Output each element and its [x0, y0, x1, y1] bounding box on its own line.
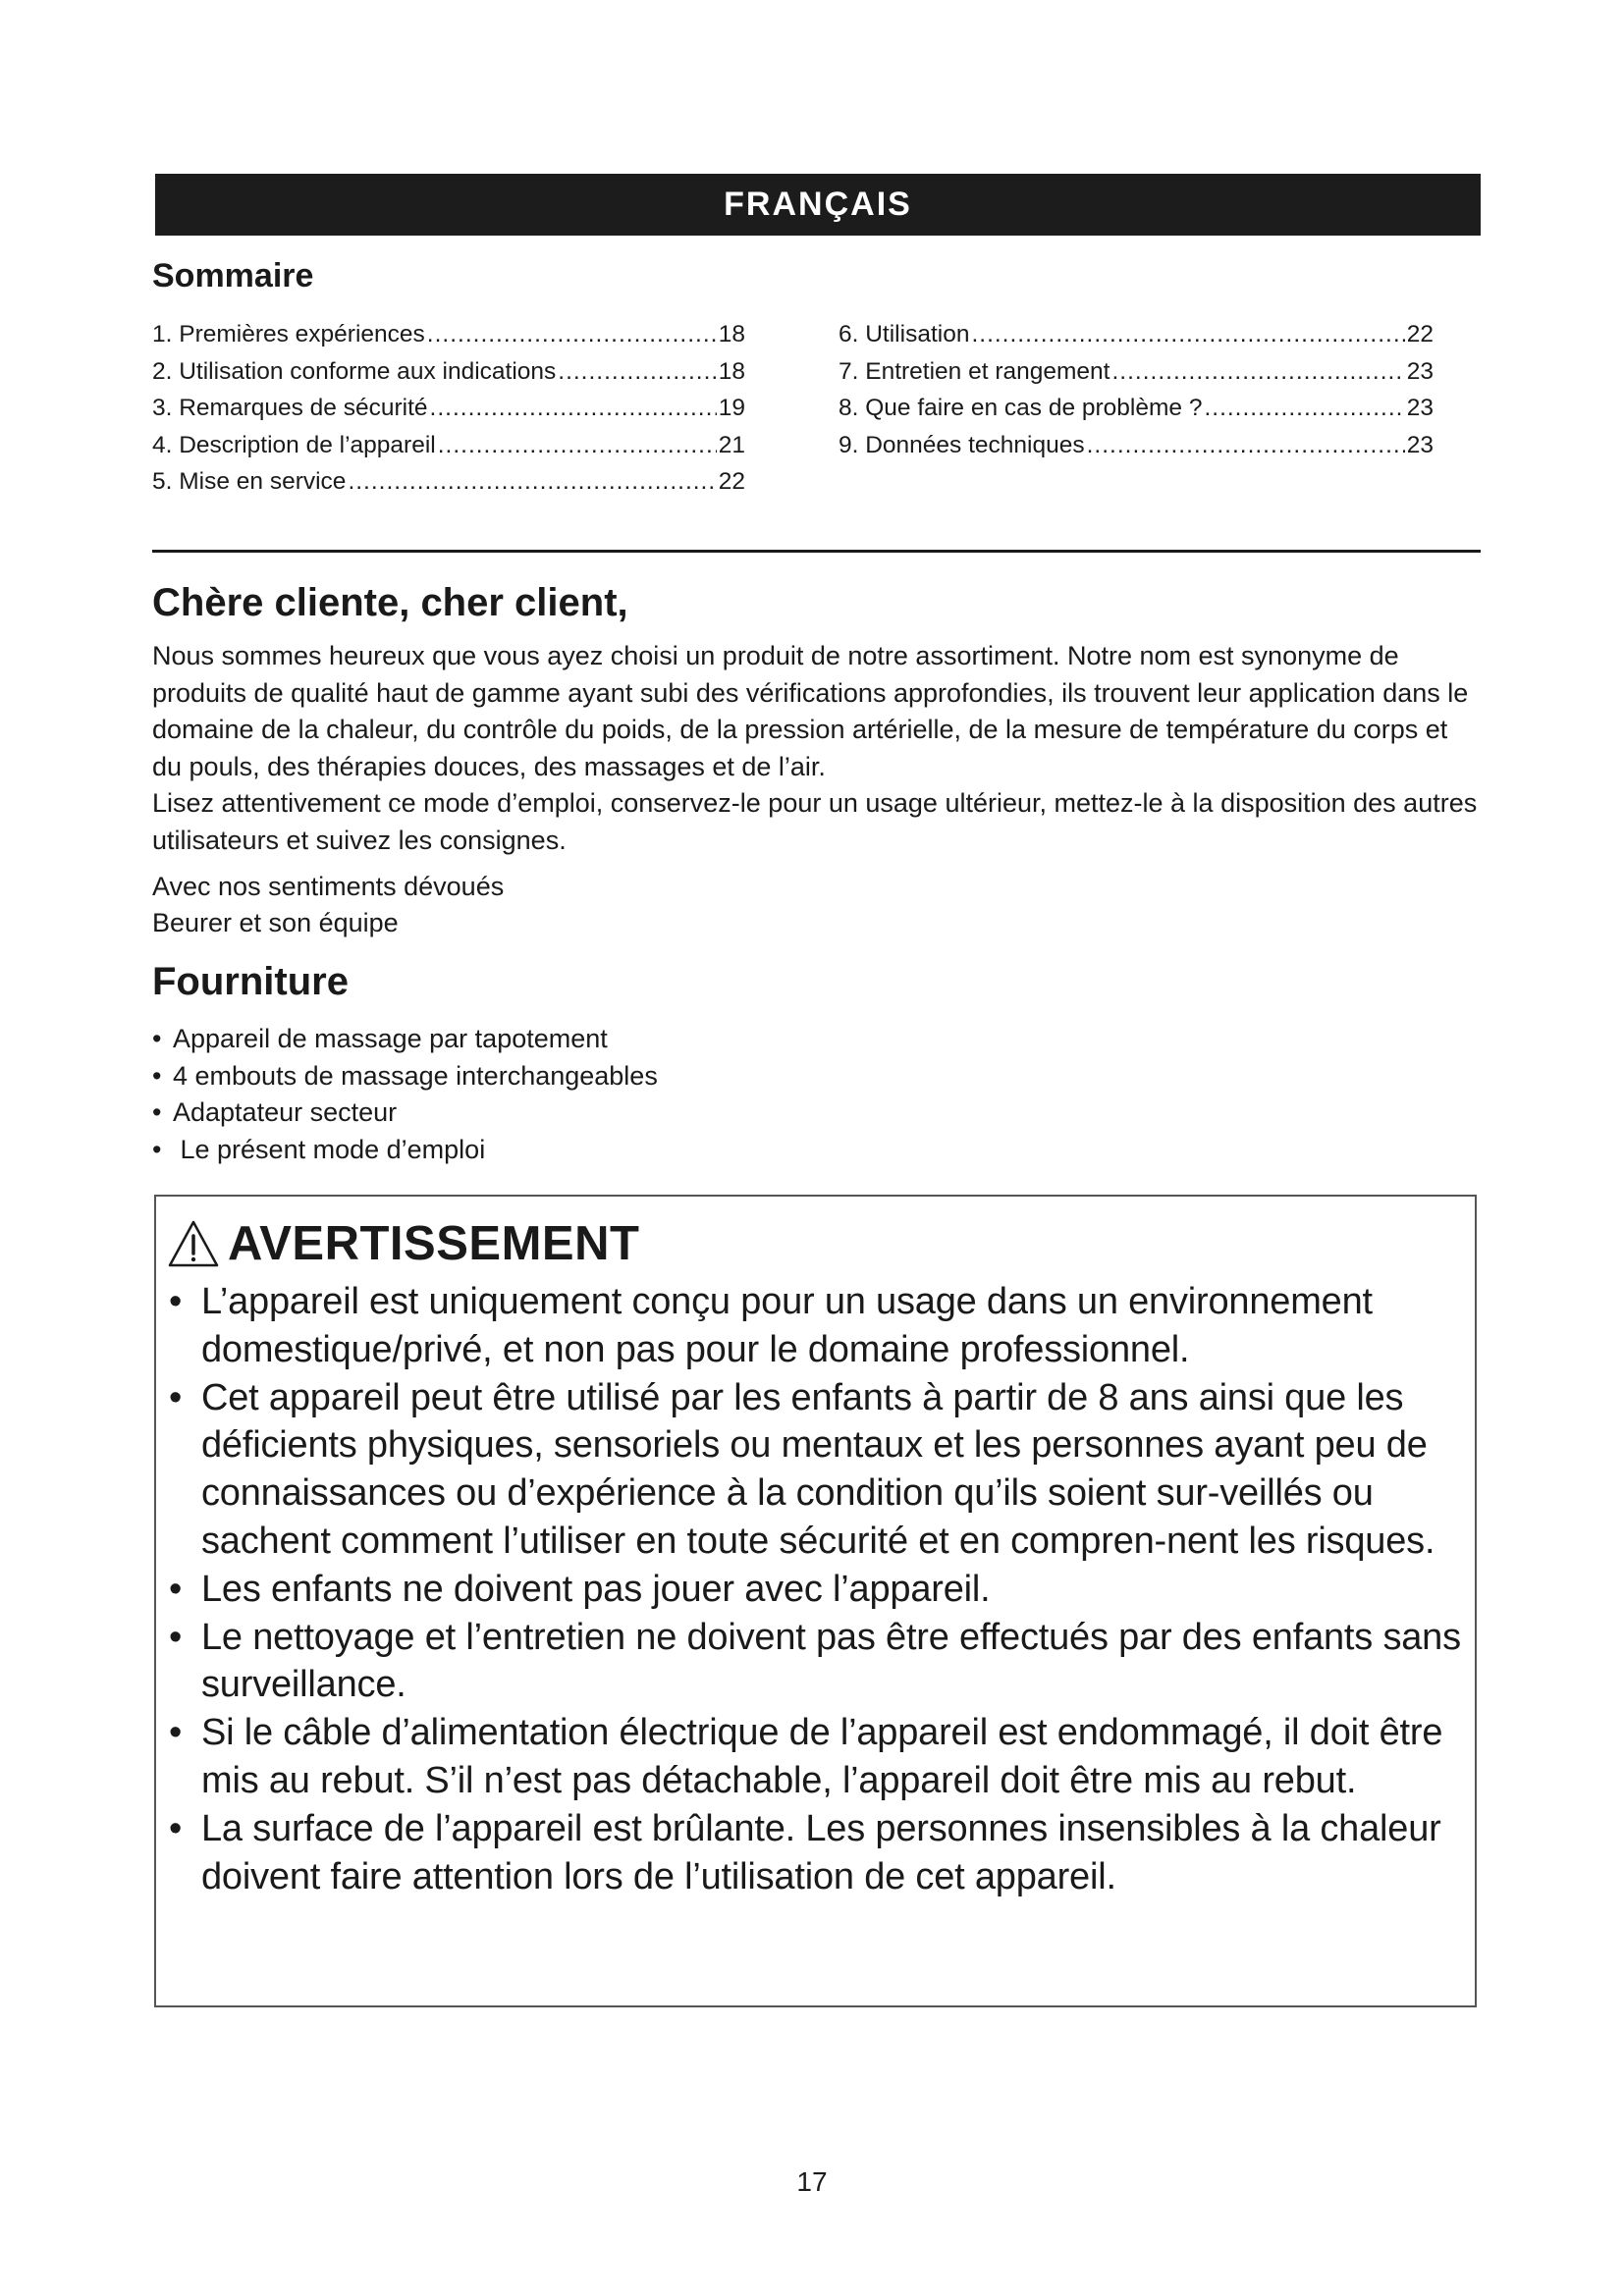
greeting-title: Chère cliente, cher client,: [152, 581, 628, 624]
warning-item: • La surface de l’appareil est brûlante. Les personnes insensibles à la chaleur doivent faire attention lors de l’utilisation de cet appareil.: [169, 1807, 1441, 1897]
list-item: • Adaptateur secteur: [152, 1097, 398, 1127]
closing-line-1: Avec nos sentiments dévoués: [152, 872, 505, 901]
supply-list: [152, 1021, 658, 1168]
closing-line-2: Beurer et son équipe: [152, 908, 399, 937]
toc-entry: 1. Premières expériences ..... 18: [152, 316, 745, 353]
supply-title: Fourniture: [152, 960, 349, 1003]
toc-entry: 2. Utilisation conforme aux indications ..... 18: [152, 353, 745, 391]
page-number: 17: [796, 2166, 828, 2197]
contents-list-right: [839, 316, 1434, 463]
contents-list-left: [152, 316, 745, 501]
toc-entry: 9. Données techniques ..... 23: [839, 427, 1434, 464]
toc-entry: 8. Que faire en cas de problème ? ..... 23: [839, 390, 1434, 427]
greeting-paragraph-2: Lisez attentivement ce mode d’emploi, conservez-le pour un usage ultérieur, mettez-le à la disposition des autres utilisateurs et suivez les consignes.: [152, 788, 1478, 855]
list-item: • Le présent mode d’emploi: [152, 1134, 486, 1164]
contents-title: Sommaire: [152, 257, 314, 294]
warning-item: • Les enfants ne doivent pas jouer avec l’appareil.: [169, 1568, 991, 1610]
warning-item: • L’appareil est uniquement conçu pour un usage dans un environnement domestique/privé, et non pas pour le domaine professionnel.: [169, 1281, 1373, 1370]
warning-triangle-icon: [167, 1219, 220, 1268]
list-item: • Appareil de massage par tapotement: [152, 1024, 608, 1053]
toc-entry: 5. Mise en service ..... 22: [152, 463, 745, 501]
warning-item: • Cet appareil peut être utilisé par les enfants à partir de 8 ans ainsi que les déficients physiques, sensoriels ou mentaux et les personnes ayant peu de connaissances ou d’expérience à la condition qu’ils soient sur-veillés ou sachent comment l’utiliser en toute sécurité et en compren-nent les risques.: [169, 1376, 1435, 1562]
warning-title: AVERTISSEMENT: [228, 1217, 640, 1270]
warning-header: [167, 1214, 639, 1273]
toc-entry: 6. Utilisation ..... 22: [839, 316, 1434, 353]
warning-item: • Si le câble d’alimentation électrique de l’appareil est endommagé, il doit être mis au rebut. S’il n’est pas détachable, l’appareil doit être mis au rebut.: [169, 1712, 1443, 1801]
list-item: • 4 embouts de massage interchangeables: [152, 1060, 658, 1091]
warning-list: [167, 1278, 1479, 1900]
section-divider: [152, 550, 1481, 553]
greeting-paragraph-1: Nous sommes heureux que vous ayez choisi un produit de notre assortiment. Notre nom est synonyme de produits de qualité haut de gamme ayant subi des vérifications approfondies, ils trouvent leur application dans le domaine de la chaleur, du contrôle du poids, de la pression artérielle, de la mesure de température du corps et du pouls, des thérapies douces, des massages et de l’air.: [152, 641, 1469, 781]
toc-entry: 7. Entretien et rangement ..... 23: [839, 353, 1434, 391]
language-label: FRANÇAIS: [724, 186, 912, 223]
language-header: [155, 174, 1481, 236]
toc-entry: 4. Description de l’appareil ..... 21: [152, 427, 745, 464]
warning-item: • Le nettoyage et l’entretien ne doivent pas être effectués par des enfants sans surveillance.: [169, 1616, 1461, 1706]
toc-entry: 3. Remarques de sécurité ..... 19: [152, 390, 745, 427]
